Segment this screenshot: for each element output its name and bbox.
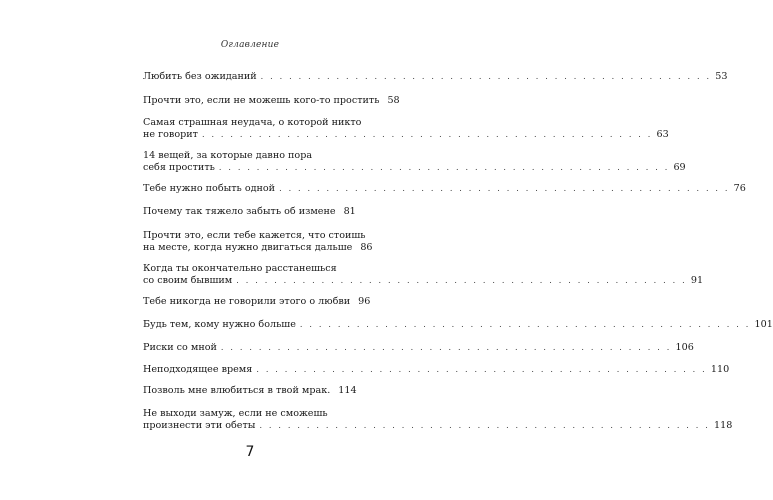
dot-leader: . . . . . . . . . . . . . . . . . . . . . . . . . . . . . . . . . . . . . . . . . . . . . . . . [218,162,670,172]
toc-entry-title: со своим бывшим [143,274,233,286]
toc-entry [143,95,400,107]
dot-leader: . . . . . . . . . . . . . . . . . . . . . . . . . . . . . . . . . . . . . . . . . . . . . . . . [236,275,687,285]
toc-entry-title: Когда ты окончательно расстанешься [143,263,337,274]
toc-entry-title: 14 вещей, за которые давно пора [143,150,313,161]
toc-entry-title: Не выходи замуж, если не сможешь [143,408,328,419]
toc-entry-title: Почему так тяжело забыть об измене [143,206,336,217]
toc-entry-line [143,342,694,354]
toc-entry [143,71,728,83]
dot-leader: . . . . . . . . . . . . . . . . . . . . . . . . . . . . . . . . . . . . . . . . . . . . . . . . [260,72,712,81]
page-number: 7 [245,444,255,460]
toc-entry-title: Прочти это, если не можешь кого-то простить [143,95,380,106]
toc-page-number: 58 [387,95,400,106]
toc-page-number: 63 [656,128,669,140]
toc-entry [143,364,730,376]
toc-entry-line [143,71,728,83]
dot-leader: . . . . . . . . . . . . . . . . . . . . . . . . . . . . . . . . . . . . . . . . . . . . . . . . [220,343,672,352]
toc-entry [143,385,355,397]
toc-page-number: 76 [733,183,746,194]
toc-page-number: 96 [358,296,371,307]
toc-entry-line [143,364,730,376]
toc-entry [143,183,746,195]
toc-entry-title: Любить без ожиданий [143,71,257,82]
toc-entry-line [143,419,733,432]
dot-leader: . . . . . . . . . . . . . . . . . . . . . . . . . . . . . . . . . . . . . . . . . . . . . . . . [259,420,711,430]
toc-entry-title: себя простить [143,161,215,173]
toc-entry [143,206,355,218]
dot-leader: . . . . . . . . . . . . . . . . . . . . . . . . . . . . . . . . . . . . . . . . . . . . . . . . [279,184,730,193]
toc-page-number: 118 [714,419,733,431]
toc-entry [143,263,704,286]
toc-header: Оглавление [220,40,280,50]
toc-entry-line [143,128,669,141]
toc-entry-title: Самая страшная неудача, о которой никто [143,117,362,128]
toc-entry-line [143,161,686,174]
toc-entry [143,342,694,354]
toc-entry [143,408,733,431]
toc-entry-title: Позволь мне влюбиться в твой мрак. [143,385,331,396]
toc-page-number: 86 [360,241,373,253]
toc-page-number: 106 [675,342,694,353]
toc-entry-line [143,230,366,242]
toc-page-number: 101 [754,319,773,330]
toc-entry [143,296,371,308]
toc-entry-line [143,150,355,162]
toc-entry [143,117,669,140]
toc-entry-title: на месте, когда нужно двигаться дальше [143,241,353,253]
toc-entry-line [143,263,355,275]
toc-entry-title: Тебе никогда не говорили этого о любви [143,296,351,307]
toc-entry-title: Риски со мной [143,342,217,353]
toc-entry-line [143,408,355,420]
toc-entry-line [143,274,704,287]
toc-page-number: 69 [673,161,686,173]
dot-leader: . . . . . . . . . . . . . . . . . . . . . . . . . . . . . . . . . . . . . . . . . . . . . . . . [256,365,707,374]
dot-leader: . . . . . . . . . . . . . . . . . . . . . . . . . . . . . . . . . . . . . . . . . . . . . . . . [201,129,653,139]
toc-page-number: 91 [690,274,704,286]
toc-entry-title: произнести эти обеты [143,419,256,431]
toc-entry-line [143,117,362,129]
toc-entry [143,230,373,253]
toc-entry-line [143,241,373,254]
toc-page-number: 53 [715,71,728,82]
toc-entry-line [143,95,400,107]
toc-entry-line [143,183,746,195]
toc-entry-title: Будь тем, кому нужно больше [143,319,296,330]
toc-page-number: 114 [338,385,357,396]
toc-entry-line [143,296,371,308]
toc-entry-title: Прочти это, если тебе кажется, что стоишь [143,230,366,241]
toc-entry-title: не говорит [143,128,198,140]
toc-entry [143,150,686,173]
toc-entry [143,319,773,331]
dot-leader: . . . . . . . . . . . . . . . . . . . . . . . . . . . . . . . . . . . . . . . . . . . . . . . . [299,320,751,329]
toc-page-number: 81 [343,206,356,217]
toc-entry-line [143,385,355,397]
toc-entry-line [143,319,773,331]
toc-entry-line [143,206,355,218]
toc-entry-title: Тебе нужно побыть одной [143,183,276,194]
toc-page-number: 110 [710,364,730,375]
toc-entry-title: Неподходящее время [143,364,253,375]
